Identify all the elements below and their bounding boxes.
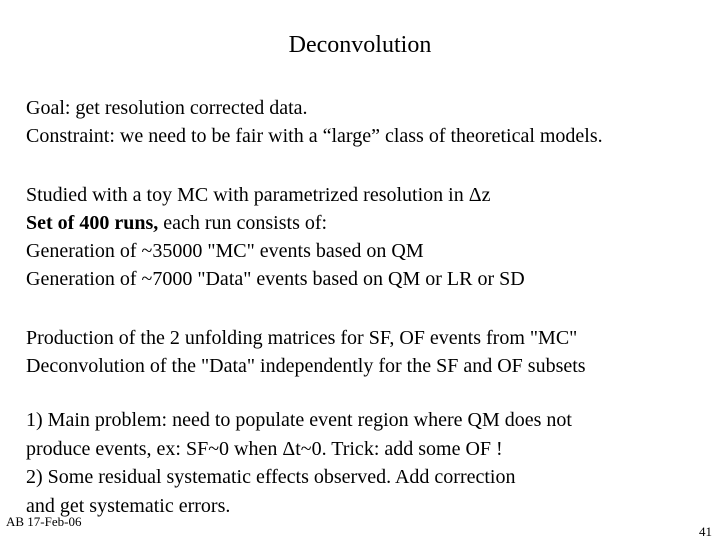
runs-rest-text: each run consists of: <box>158 212 328 234</box>
gen-data-line: Generation of ~7000 "Data" events based on QM or LR or SD <box>26 268 525 290</box>
runs-line <box>26 209 525 237</box>
gen-mc-line: Generation of ~35000 "MC" events based on QM <box>26 240 424 262</box>
runs-bold-text: Set of 400 runs, <box>26 212 159 234</box>
method-block <box>26 181 525 293</box>
goal-line: Goal: get resolution corrected data. <box>26 97 308 119</box>
production-line: Production of the 2 unfolding matrices for SF, OF events from "MC" <box>26 327 578 349</box>
problem-line-2: produce events, ex: SF~0 when Δt~0. Trick: add some OF ! <box>26 437 503 460</box>
procedure-block <box>26 324 586 380</box>
slide-title: Deconvolution <box>288 32 432 58</box>
constraint-line: Constraint: we need to be fair with a “large” class of theoretical models. <box>26 125 603 147</box>
footer-author-date: AB 17-Feb-06 <box>6 514 82 529</box>
page-number: 41 <box>699 524 712 539</box>
problem-line-3: 2) Some residual systematic effects observed. Add correction <box>26 466 516 488</box>
studied-line: Studied with a toy MC with parametrized resolution in Δz <box>26 184 491 206</box>
problem-line-4: and get systematic errors. <box>26 494 231 517</box>
problem-line-1: 1) Main problem: need to populate event region where QM does not <box>26 409 572 431</box>
goal-block <box>26 94 603 150</box>
deconvolution-line: Deconvolution of the "Data" independently for the SF and OF subsets <box>26 355 586 377</box>
problems-block <box>26 406 572 520</box>
